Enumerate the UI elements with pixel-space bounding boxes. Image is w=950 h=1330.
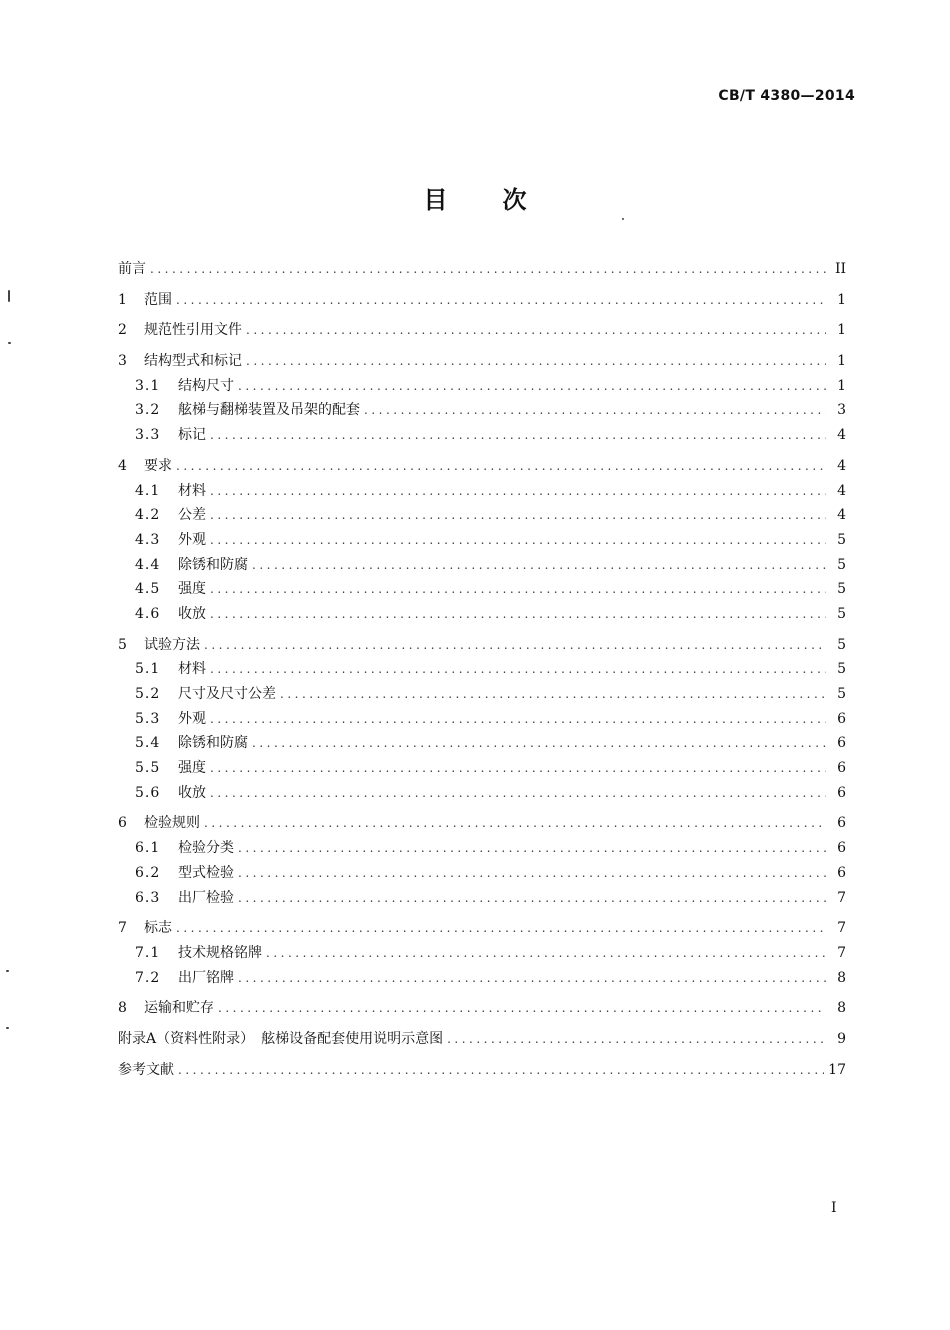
toc-entry-page: 4 [837,507,846,524]
toc-dot-leader [210,484,826,498]
toc-entry[interactable] [118,1059,846,1084]
toc-entry[interactable] [118,289,846,314]
toc-title-char-2: 次 [502,186,527,214]
toc-entry-page: 5 [837,636,846,653]
toc-entry[interactable] [118,757,846,782]
toc-entry-number: 6.1 [135,840,161,857]
toc-entry[interactable] [118,603,846,628]
toc-dot-leader [238,971,826,985]
toc-entry-title: 除锈和防腐 [178,556,248,573]
toc-entry-number: 6.2 [135,864,161,881]
toc-entry-page: 5 [837,581,846,598]
toc-entry[interactable] [118,887,846,912]
toc-dot-leader [210,428,826,442]
toc-entry-number: 5.3 [135,710,161,727]
toc-entry-title: 运输和贮存 [144,1000,214,1017]
toc-entry-page: 1 [837,322,846,339]
toc-entry-page: 6 [837,735,846,752]
toc-entry-title: 材料 [178,661,206,678]
toc-dot-leader [210,786,826,800]
toc-entry-title: 出厂铭牌 [178,969,234,986]
toc-entry-number: 5.1 [135,661,161,678]
toc-entry[interactable] [118,862,846,887]
toc-entry-page: 5 [837,686,846,702]
toc-entry-number: 2 [118,322,127,339]
toc-entry-title: 技术规格铭牌 [178,944,262,961]
scan-speck [8,290,10,302]
toc-entry-title: 试验方法 [144,636,200,653]
toc-entry-title: 公差 [178,507,206,524]
toc-entry-title: 结构尺寸 [178,377,234,394]
toc-entry-page: 9 [837,1030,846,1047]
toc-entry-page: 4 [837,457,846,474]
toc-dot-leader [238,891,826,905]
toc-entry[interactable] [118,708,846,733]
page-number: I [831,1200,837,1216]
toc-entry-page: 5 [837,605,846,622]
toc-dot-leader [178,1063,824,1077]
toc-entry[interactable] [118,967,846,992]
toc-dot-leader [238,866,826,880]
toc-entry[interactable] [118,634,846,659]
toc-entry-page: 5 [837,531,846,548]
toc-title [0,180,950,215]
toc-entry-number: 7.2 [135,969,161,986]
toc-entry-page: 1 [837,353,846,370]
toc-entry-number: 3 [118,353,127,370]
toc-entry-number: 8 [118,1000,127,1017]
toc-entry-title: 型式检验 [178,864,234,881]
toc-entry-page: 17 [828,1061,846,1078]
toc-dot-leader [238,841,826,855]
toc-entry[interactable] [118,319,846,344]
toc-entry-title: 外观 [178,531,206,548]
toc-entry-title: 附录A（资料性附录） 舷梯设备配套使用说明示意图 [118,1030,444,1047]
toc-dot-leader [210,761,826,775]
toc-entry-page: 4 [837,427,846,444]
toc-entry-title: 强度 [178,581,206,598]
toc-entry-title: 结构型式和标记 [144,353,242,370]
toc-entry-number: 3.3 [135,427,161,444]
toc-entry[interactable] [118,812,846,837]
toc-dot-leader [204,816,826,830]
toc-entry-number: 4.6 [135,605,161,622]
toc-entry-page: 6 [837,784,846,801]
scan-speck [6,1027,9,1029]
toc-entry-number: 3.2 [135,402,161,419]
toc-entry[interactable] [118,455,846,480]
toc-entry-title: 参考文献 [118,1061,174,1078]
toc-entry-title: 标记 [178,427,206,444]
toc-entry[interactable] [118,350,846,375]
toc-entry-page: 6 [837,760,846,777]
toc-dot-leader [210,582,826,596]
toc-entry-title: 收放 [178,605,206,622]
toc-entry-title: 范围 [144,291,172,308]
toc-entry-title: 前言 [118,261,146,277]
toc-entry-number: 7.1 [135,944,161,961]
toc-entry[interactable] [118,504,846,529]
toc-entry[interactable] [118,480,846,505]
toc-dot-leader [447,1032,826,1046]
toc-entry-title: 尺寸及尺寸公差 [178,686,276,702]
table-of-contents [118,258,846,1083]
toc-dot-leader [176,921,826,935]
toc-entry-page: 5 [837,661,846,678]
toc-entry[interactable] [118,782,846,807]
toc-entry[interactable] [118,554,846,579]
toc-dot-leader [246,323,826,337]
toc-dot-leader [266,946,826,960]
toc-entry-title: 强度 [178,760,206,777]
toc-dot-leader [210,607,826,621]
toc-entry-title: 出厂检验 [178,889,234,906]
toc-dot-leader [210,662,826,676]
toc-entry-page: 4 [837,482,846,499]
toc-entry-title: 舷梯与翻梯装置及吊架的配套 [178,402,360,419]
toc-entry[interactable] [118,837,846,862]
toc-entry-title: 检验规则 [144,815,200,832]
toc-dot-leader [176,293,826,307]
toc-entry-page: 6 [837,864,846,881]
toc-entry[interactable] [118,529,846,554]
toc-entry-number: 6 [118,815,127,832]
toc-entry-title: 标志 [144,920,172,937]
toc-entry-title: 材料 [178,482,206,499]
toc-entry-number: 4 [118,457,127,474]
toc-entry-page: 5 [837,556,846,573]
toc-entry-number: 4.2 [135,507,161,524]
toc-entry[interactable] [118,997,846,1022]
toc-entry-page: 1 [837,377,846,394]
toc-entry-number: 4.5 [135,581,161,598]
toc-entry-number: 5 [118,636,127,653]
toc-entry-title: 规范性引用文件 [144,322,242,339]
scan-speck [8,342,11,344]
toc-title-char-1: 目 [423,186,448,214]
toc-entry-number: 6.3 [135,889,161,906]
toc-entry-page: 6 [837,710,846,727]
toc-dot-leader [238,379,826,393]
toc-entry[interactable] [118,732,846,757]
toc-entry-number: 1 [118,291,127,308]
toc-entry[interactable] [118,942,846,967]
toc-dot-leader [364,403,826,417]
toc-entry[interactable] [118,258,846,283]
toc-entry-number: 5.2 [135,686,161,702]
toc-entry-title: 要求 [144,457,172,474]
scan-speck [622,218,624,220]
toc-entry-number: 5.4 [135,735,161,752]
toc-entry-page: 3 [837,402,846,419]
toc-dot-leader [176,459,826,473]
toc-entry-title: 外观 [178,710,206,727]
toc-entry-number: 3.1 [135,377,161,394]
toc-entry[interactable] [118,399,846,424]
toc-entry-title: 收放 [178,784,206,801]
toc-dot-leader [252,558,826,572]
toc-dot-leader [210,712,826,726]
scan-speck [6,970,9,972]
toc-entry-number: 7 [118,920,127,937]
toc-entry-page: 7 [837,920,846,937]
toc-dot-leader [150,262,826,276]
toc-entry-page: 6 [837,840,846,857]
toc-entry[interactable] [118,658,846,683]
toc-entry-title: 除锈和防腐 [178,735,248,752]
toc-entry[interactable] [118,375,846,400]
toc-entry-page: II [834,261,846,277]
toc-entry-number: 4.4 [135,556,161,573]
toc-entry-number: 5.5 [135,760,161,777]
toc-entry[interactable] [118,683,846,708]
toc-entry-page: 8 [837,969,846,986]
toc-dot-leader [252,736,826,750]
toc-dot-leader [204,638,826,652]
toc-entry[interactable] [118,1028,846,1053]
toc-entry-number: 4.3 [135,531,161,548]
toc-entry-page: 7 [837,944,846,961]
toc-dot-leader [280,687,826,701]
toc-entry-page: 7 [837,889,846,906]
toc-entry-page: 8 [837,1000,846,1017]
toc-dot-leader [246,354,826,368]
toc-entry-title: 检验分类 [178,840,234,857]
toc-entry[interactable] [118,424,846,449]
toc-entry-number: 5.6 [135,784,161,801]
toc-dot-leader [210,533,826,547]
toc-entry[interactable] [118,578,846,603]
toc-entry-page: 6 [837,815,846,832]
toc-dot-leader [210,508,826,522]
toc-entry-page: 1 [837,291,846,308]
toc-entry[interactable] [118,917,846,942]
standard-code: CB/T 4380—2014 [718,88,855,104]
toc-entry-number: 4.1 [135,482,161,499]
toc-dot-leader [218,1001,826,1015]
